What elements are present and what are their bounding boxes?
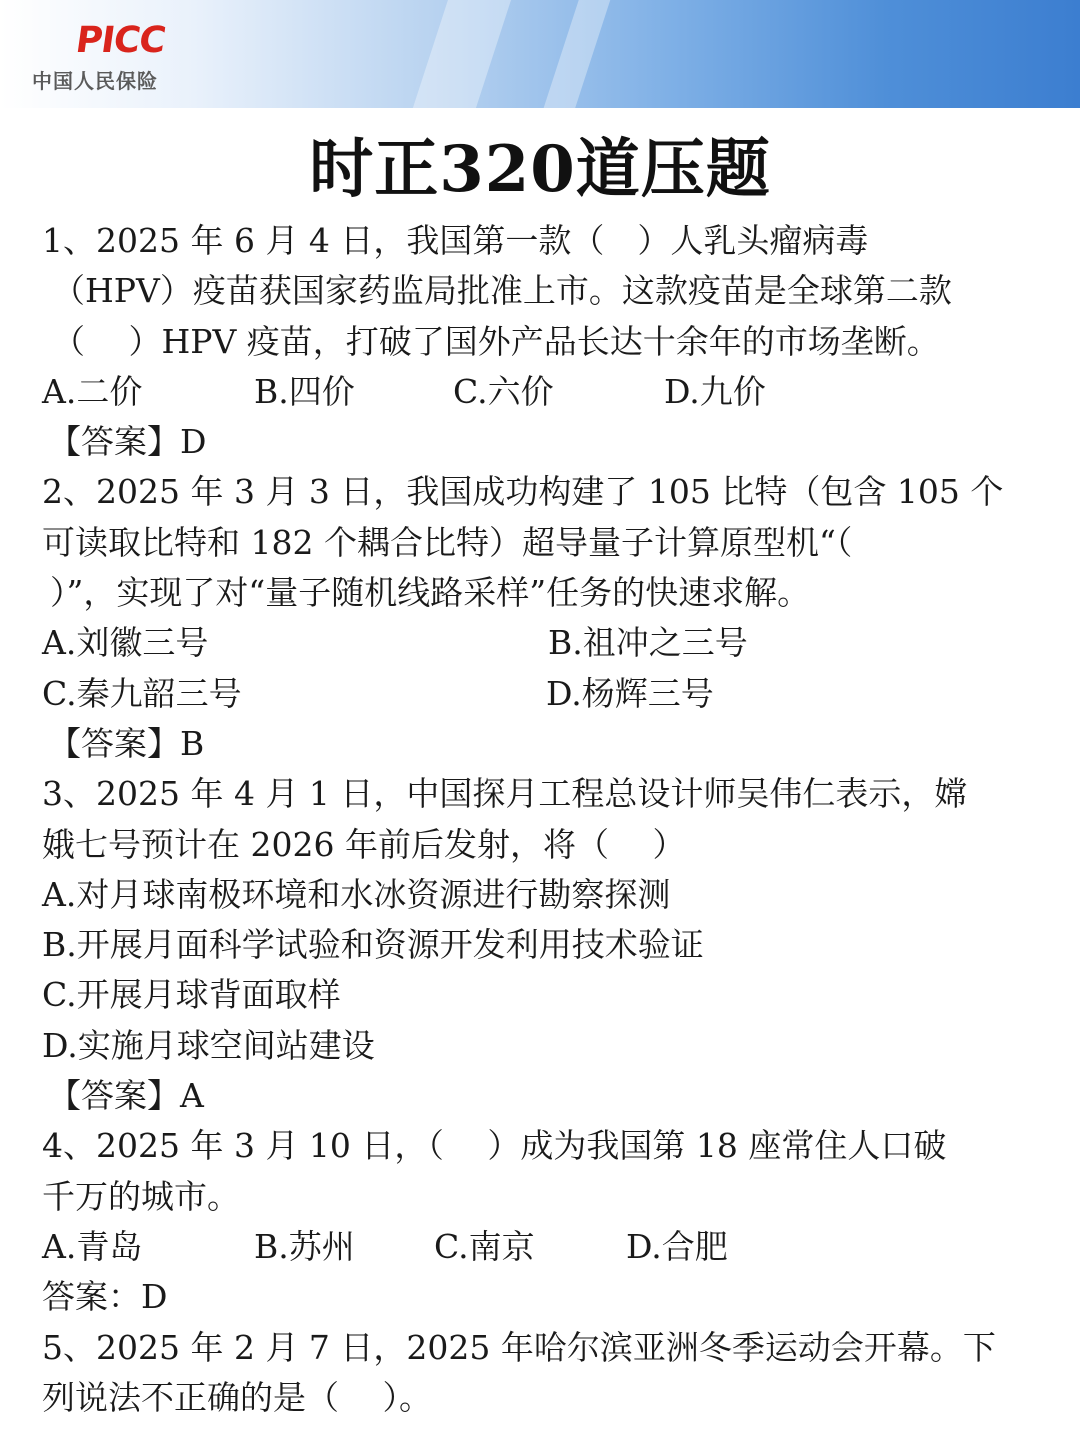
question-4 (42, 1121, 1042, 1322)
question-text-line: 千万的城市。 (42, 1176, 240, 1216)
option-d: D.九价 (664, 371, 766, 411)
question-list (42, 216, 1042, 1423)
question-text-line: 3、2025 年 4 月 1 日，中国探月工程总设计师吴伟仁表示，嫦 (42, 774, 968, 814)
option-a: A.二价 (42, 371, 143, 411)
option-c: C.南京 (434, 1226, 535, 1266)
answer: 答案：D (42, 1277, 168, 1317)
answer: 【答案】A (48, 1076, 204, 1116)
page-title: 时正320道压题 (309, 132, 771, 207)
question-text-line: （HPV）疫苗获国家药监局批准上市。这款疫苗是全球第二款 (52, 271, 952, 311)
logo-mark: PICC (73, 20, 168, 61)
banner-light-streak (530, 0, 620, 108)
picc-logo (32, 22, 222, 96)
question-text-line: ）”，实现了对“量子随机线路采样”任务的快速求解。 (50, 573, 811, 613)
option-b: B.苏州 (254, 1226, 355, 1266)
options-row (42, 669, 1042, 719)
question-text-line: 2、2025 年 3 月 3 日，我国成功构建了 105 比特（包含 105 个 (42, 472, 1004, 512)
logo-text: 中国人民保险 (32, 69, 158, 93)
question-5 (42, 1323, 1042, 1424)
option-b: B.四价 (254, 371, 355, 411)
option-b: B.祖冲之三号 (548, 623, 748, 663)
option-c: C.六价 (453, 371, 554, 411)
option-a: A.青岛 (42, 1226, 143, 1266)
options-row (42, 618, 1042, 668)
option-a: A.对月球南极环境和水冰资源进行勘察探测 (42, 874, 671, 914)
question-text-line: 4、2025 年 3 月 10 日，（ ）成为我国第 18 座常住人口破 (42, 1126, 947, 1166)
question-3 (42, 769, 1042, 1121)
question-2 (42, 467, 1042, 769)
question-text-line: 可读取比特和 182 个耦合比特）超导量子计算原型机“（ (42, 522, 853, 562)
answer: 【答案】B (48, 723, 205, 763)
question-text-line: 5、2025 年 2 月 7 日，2025 年哈尔滨亚洲冬季运动会开幕。下 (42, 1327, 996, 1367)
question-text-line: 1、2025 年 6 月 4 日，我国第一款（ ）人乳头瘤病毒 (42, 221, 869, 260)
option-d: D.杨辉三号 (546, 673, 714, 713)
option-b: B.开展月面科学试验和资源开发利用技术验证 (42, 925, 704, 965)
banner-light-streak (401, 0, 520, 108)
answer: 【答案】D (48, 422, 207, 462)
header-banner (0, 0, 1080, 108)
options-row (42, 367, 1042, 417)
option-d: D.合肥 (626, 1226, 728, 1266)
question-text-line: （ ）HPV 疫苗，打破了国外产品长达十余年的市场垄断。 (52, 321, 940, 361)
option-c: C.秦九韶三号 (42, 673, 242, 713)
option-c: C.开展月球背面取样 (42, 975, 341, 1015)
option-a: A.刘徽三号 (42, 623, 209, 663)
options-row (42, 1222, 1042, 1272)
option-d: D.实施月球空间站建设 (42, 1025, 375, 1065)
question-text-line: 列说法不正确的是（ ）。 (42, 1377, 432, 1417)
question-text-line: 娥七号预计在 2026 年前后发射，将（ ） (42, 824, 686, 864)
question-1 (42, 216, 1042, 467)
